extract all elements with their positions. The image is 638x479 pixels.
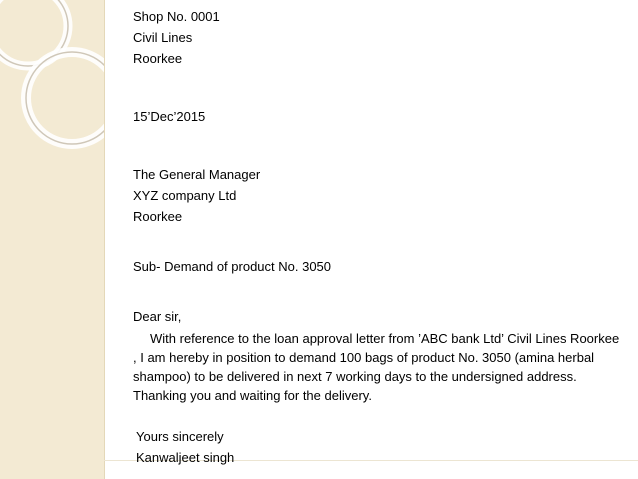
decorative-side-panel [0, 0, 105, 479]
recipient-title: The General Manager [133, 167, 261, 182]
letter-content [133, 6, 623, 468]
recipient-company: XYZ company Ltd [133, 188, 237, 203]
salutation: Dear sir, [133, 309, 182, 324]
sender-shop: Shop No. 0001 [133, 9, 220, 24]
subject-line: Sub- Demand of product No. 3050 [133, 259, 332, 274]
ring-decoration [0, 0, 104, 479]
recipient-city: Roorkee [133, 209, 183, 224]
signature: Kanwaljeet singh [136, 450, 235, 465]
closing: Yours sincerely [136, 429, 224, 444]
lower-ring [26, 52, 104, 144]
sender-city: Roorkee [133, 51, 183, 66]
letter-date: 15’Dec’2015 [133, 109, 206, 124]
letter-body: With reference to the loan approval letter from ’ABC bank Ltd’ Civil Lines Roorkee , I am hereby in position to demand 100 bags of product No. 3050 (amina herbal shampoo) to be delivered in next 7 working days to the undersigned address. Thanking you and waiting for the delivery. [133, 331, 620, 403]
sender-street: Civil Lines [133, 30, 193, 45]
